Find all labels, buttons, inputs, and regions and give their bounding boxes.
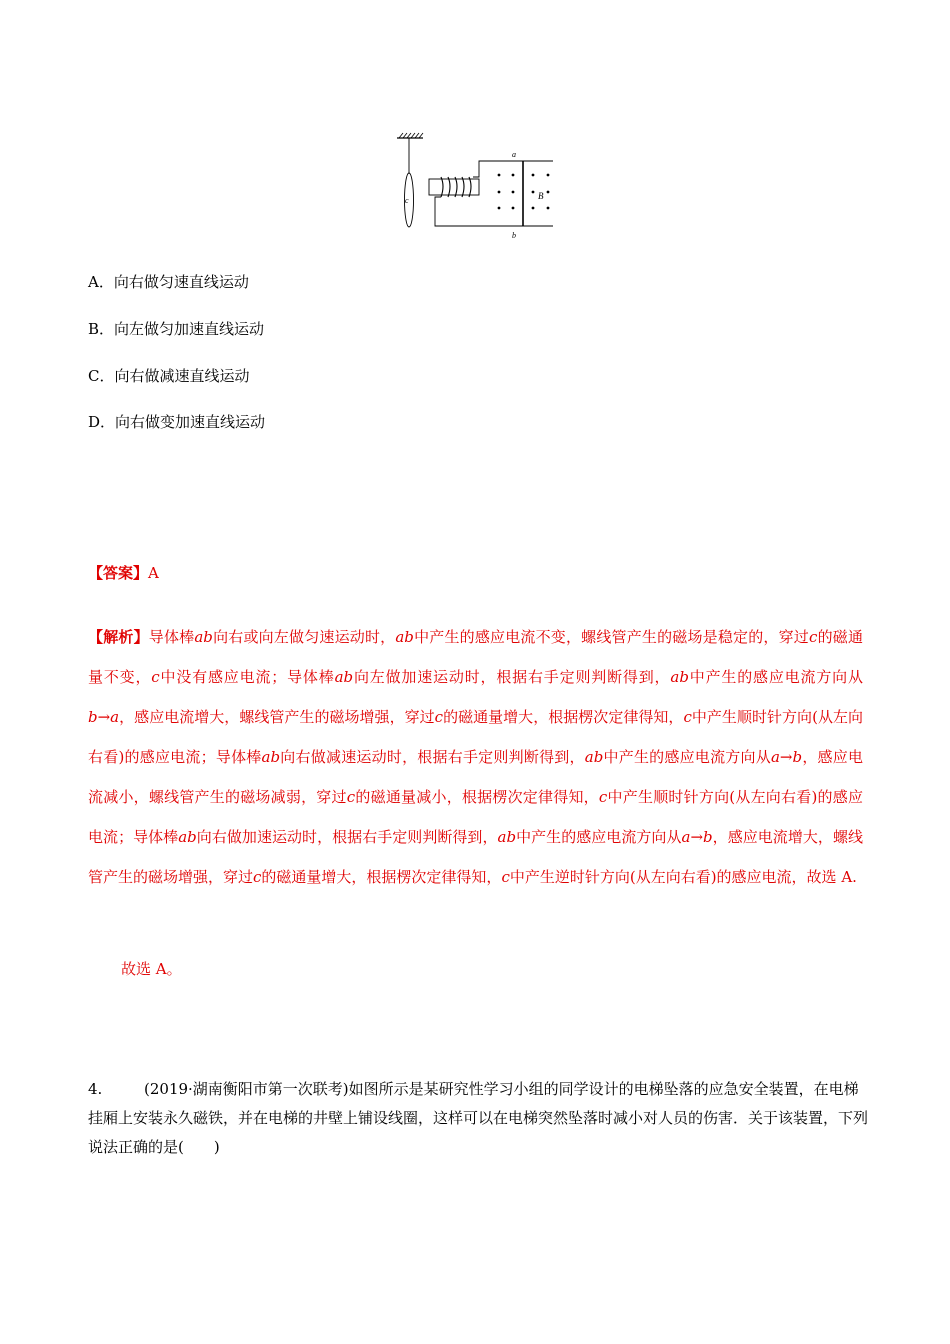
conclusion-line: 故选 A。 [121,960,182,978]
question-number: 4. [88,1080,103,1098]
option-b: B．向左做匀加速直线运动 [88,320,265,338]
answer-tag: 【答案】 [88,564,149,582]
label-c: c [405,196,409,205]
question-4 [88,1075,868,1162]
label-a: a [512,150,516,159]
answer-line [88,562,159,584]
answer-value: A [148,564,159,582]
circuit-figure [393,128,563,240]
analysis-paragraph: 【解析】导体棒ab向右或向左做匀速运动时，ab中产生的感应电流不变，螺线管产生的磁场是稳定的，穿过c的磁通量不变，c中没有感应电流；导体棒ab向左做加速运动时，根据右手定则判断得到，ab中产生的感应电流方向从b→a，感应电流增大，螺线管产生的磁场增强，穿过c的磁通量增大，根据楞次定律得知，c中产生顺时针方向(从左向右看)的感应电流；导体棒ab向右做减速运动时，根据右手定则判断得到，ab中产生的感应电流方向从a→b，感应电流减小，螺线管产生的磁场减弱，穿过c的磁通量减小，根据楞次定律得知，c中产生顺时针方向(从左向右看)的感应电流；导体棒ab向右做加速运动时，根据右手定则判断得到，ab中产生的感应电流方向从a→b，感应电流增大，螺线管产生的磁场增强，穿过c的磁通量增大，根据楞次定律得知，c中产生逆时针方向(从左向右看)的感应电流，故选 A. [88,628,863,886]
label-B: B [538,191,544,201]
option-d: D．向右做变加速直线运动 [88,413,266,431]
option-c: C．向右做减速直线运动 [88,367,250,385]
option-a: A．向右做匀速直线运动 [88,273,249,291]
label-b: b [512,231,516,240]
question-text: (2019·湖南衡阳市第一次联考)如图所示是某研究性学习小组的同学设计的电梯坠落的应急安全装置，在电梯挂厢上安装永久磁铁，并在电梯的井壁上铺设线圈，这样可以在电梯突然坠落时减小对人员的伤害．关于该装置，下列说法正确的是( ) [88,1080,869,1156]
